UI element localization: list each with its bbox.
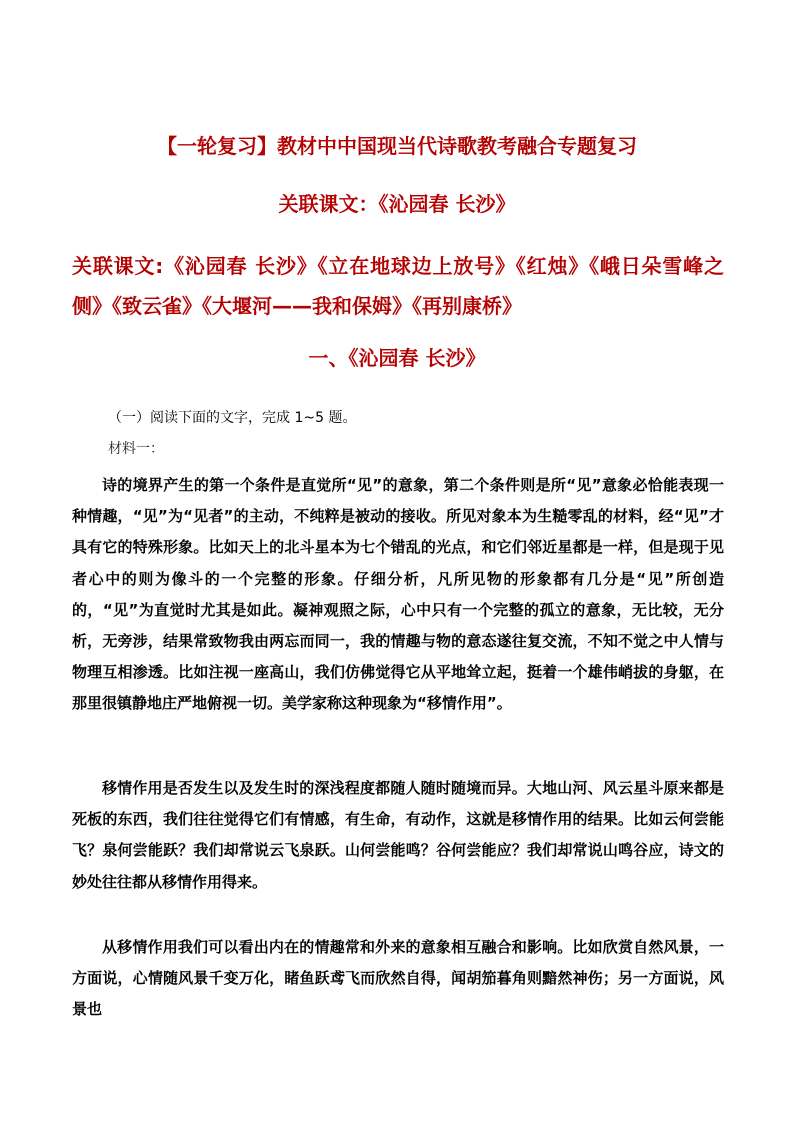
material-label: 材料一： <box>108 441 164 457</box>
body-paragraph-2: 移情作用是否发生以及发生时的深浅程度都随人随时随境而异。大地山河、风云星斗原来都是死板的东西，我们往往觉得它们有情感，有生命，有动作，这就是移情作用的结果。比如云何尝能飞？泉何尝能跃？我们却常说云飞泉跃。山何尝能鸣？谷何尝能应？我们却常说山鸣谷应，诗文的妙处往往都从移情作用得来。 <box>72 779 724 891</box>
related-text-subtitle: 关联课文：《沁园春 长沙》 <box>278 192 516 216</box>
body-paragraph-1: 诗的境界产生的第一个条件是直觉所“见”的意象，第二个条件则是所“见”意象必恰能表现一种情趣，“见”为“见者”的主动，不纯粹是被动的接收。所见对象本为生糙零乱的材料，经“见”才具有它的特殊形象。比如天上的北斗星本为七个错乱的光点，和它们邻近星都是一样，但是现于见者心中的则为像斗的一个完整的形象。仔细分析，凡所见物的形象都有几分是“见”所创造的，“见”为直觉时尤其是如此。凝神观照之际，心中只有一个完整的孤立的意象，无比较，无分析，无旁涉，结果常致物我由两忘而同一，我的情趣与物的意态遂往复交流，不知不觉之中人情与物理互相渗透。比如注视一座高山，我们仿佛觉得它从平地耸立起，挺着一个雄伟峭拔的身躯，在那里很镇静地庄严地俯视一切。美学家称这种现象为“移情作用”。 <box>72 476 724 713</box>
section-title: 一、《沁园春 长沙》 <box>308 346 486 370</box>
related-texts-list: 关联课文:《沁园春 长沙》《立在地球边上放号》《红烛》《峨日朵雪峰之侧》《致云雀》《大堰河——我和保姆》《再别康桥》 <box>72 254 724 318</box>
body-paragraph-3: 从移情作用我们可以看出内在的情趣常和外来的意象相互融合和影响。比如欣赏自然风景，一方面说，心情随风景千变万化，睹鱼跃鸢飞而欣然自得，闻胡笳暮角则黯然神伤；另一方面说，风景也 <box>72 938 724 1019</box>
reading-instruction: （一）阅读下面的文字，完成 1~5 题。 <box>108 410 357 426</box>
document-title: 【一轮复习】教材中中国现当代诗歌教考融合专题复习 <box>157 134 637 158</box>
